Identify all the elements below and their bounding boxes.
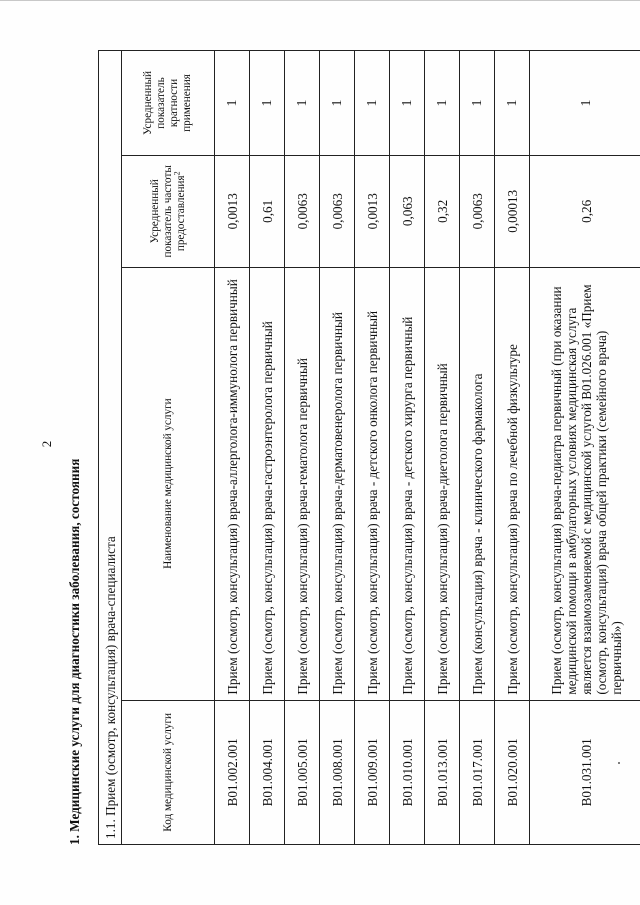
service-frequency: 0,61 bbox=[250, 156, 285, 268]
service-code: B01.031.001 bbox=[530, 700, 640, 844]
table-row bbox=[215, 51, 250, 845]
table-row bbox=[390, 51, 425, 845]
header-frequency-text: Усредненный показатель частоты предоставления bbox=[148, 165, 187, 258]
subsection-row bbox=[99, 51, 122, 845]
header-name: Наименование медицинской услуги bbox=[122, 267, 215, 700]
service-frequency: 0,0063 bbox=[320, 156, 355, 268]
services-table bbox=[98, 50, 640, 845]
table-row bbox=[460, 51, 495, 845]
service-code: B01.017.001 bbox=[460, 700, 495, 844]
service-multiplicity: 1 bbox=[495, 51, 530, 156]
service-multiplicity: 1 bbox=[425, 51, 460, 156]
table-header-row bbox=[122, 51, 215, 845]
service-multiplicity: 1 bbox=[530, 51, 640, 156]
service-frequency: 0,0013 bbox=[215, 156, 250, 268]
service-multiplicity: 1 bbox=[390, 51, 425, 156]
service-name: Прием (осмотр, консультация) врача-гастроэнтеролога первичный bbox=[250, 267, 285, 700]
section-title: 1. Медицинские услуги для диагностики заболевания, состояния bbox=[67, 458, 82, 845]
header-code: Код медицинской услуги bbox=[122, 700, 215, 844]
service-name: Прием (осмотр, консультация) врача - детского хирурга первичный bbox=[390, 267, 425, 700]
table-row bbox=[530, 51, 640, 845]
service-multiplicity: 1 bbox=[285, 51, 320, 156]
service-code: B01.013.001 bbox=[425, 700, 460, 844]
service-code: B01.004.001 bbox=[250, 700, 285, 844]
service-multiplicity: 1 bbox=[355, 51, 390, 156]
table-row bbox=[320, 51, 355, 845]
service-frequency: 0,0063 bbox=[285, 156, 320, 268]
table-row bbox=[425, 51, 460, 845]
service-frequency: 0,00013 bbox=[495, 156, 530, 268]
header-frequency bbox=[122, 156, 215, 268]
header-multiplicity: Усредненный показатель кратности применения bbox=[122, 51, 215, 156]
subsection-title: 1.1. Прием (осмотр, консультация) врача-специалиста bbox=[99, 51, 122, 845]
service-frequency: 0,063 bbox=[390, 156, 425, 268]
service-multiplicity: 1 bbox=[460, 51, 495, 156]
service-name: Прием (осмотр, консультация) врача-аллерголога-иммунолога первичный bbox=[215, 267, 250, 700]
service-multiplicity: 1 bbox=[320, 51, 355, 156]
service-name: Прием (осмотр, консультация) врача-педиатра первичный (при оказании медицинской помощи в амбулаторных условиях медицинская услуга является взаимозаменяемой с медицинской услугой B01.026.001 «Прием (осмотр, консультация) врача общей практики (семейного врача) первичный») bbox=[530, 267, 640, 700]
service-code: B01.010.001 bbox=[390, 700, 425, 844]
service-name: Прием (осмотр, консультация) врача-дерматовенеролога первичный bbox=[320, 267, 355, 700]
service-code: B01.009.001 bbox=[355, 700, 390, 844]
service-frequency: 0,32 bbox=[425, 156, 460, 268]
service-name: Прием (осмотр, консультация) врача-гематолога первичный bbox=[285, 267, 320, 700]
service-frequency: 0,0063 bbox=[460, 156, 495, 268]
service-name: Прием (осмотр, консультация) врача - детского онколога первичный bbox=[355, 267, 390, 700]
service-code: B01.005.001 bbox=[285, 700, 320, 844]
table-row bbox=[355, 51, 390, 845]
table-row bbox=[495, 51, 530, 845]
service-frequency: 0,0013 bbox=[355, 156, 390, 268]
page-number: 2 bbox=[39, 440, 54, 448]
document-sheet bbox=[64, 50, 624, 845]
service-name: Прием (осмотр, консультация) врача-диетолога первичный bbox=[425, 267, 460, 700]
table-row bbox=[285, 51, 320, 845]
service-code: B01.020.001 bbox=[495, 700, 530, 844]
service-multiplicity: 1 bbox=[250, 51, 285, 156]
service-code: B01.002.001 bbox=[215, 700, 250, 844]
service-frequency: 0,26 bbox=[530, 156, 640, 268]
table-row bbox=[250, 51, 285, 845]
service-multiplicity: 1 bbox=[215, 51, 250, 156]
scan-speck bbox=[618, 762, 620, 764]
page-top-border bbox=[0, 0, 640, 1]
service-code: B01.008.001 bbox=[320, 700, 355, 844]
footnote-marker: 2 bbox=[171, 171, 181, 176]
service-name: Прием (осмотр, консультация) врача по лечебной физкультуре bbox=[495, 267, 530, 700]
service-name: Прием (консультация) врача - клинического фармаколога bbox=[460, 267, 495, 700]
